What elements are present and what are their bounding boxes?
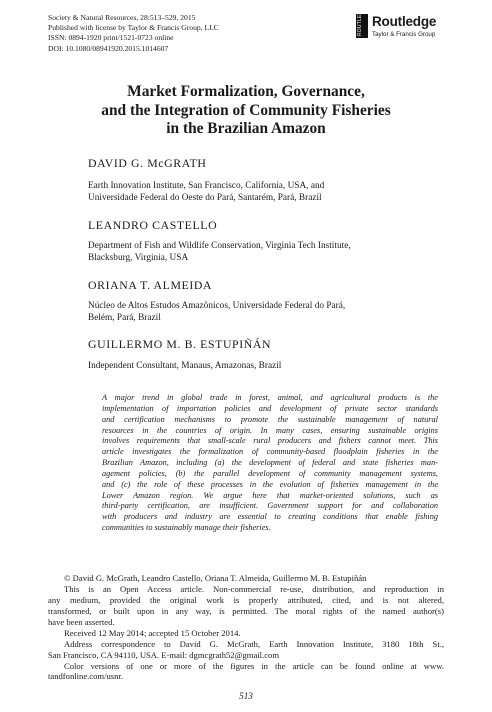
citation-header (48, 13, 328, 54)
journal-line: Society & Natural Resources, 28:513–529, 2015 (48, 13, 196, 22)
affiliation-line: Earth Innovation Institute, San Francisco, California, USA, and (88, 181, 325, 191)
title-line: in the Brazilian Amazon (166, 120, 326, 138)
abstract-line: agement policies, (b) the parallel development of community management systems, (102, 468, 438, 478)
abstract-line: Lower Amazon region. We argue here that market-oriented solutions, such as (102, 490, 438, 500)
author-name: GUILLERMO M. B. ESTUPIÑÁN (88, 337, 272, 351)
abstract-line: resources in the countries of origin. In many cases, ensuring sustainable origins (102, 425, 438, 435)
author-name: LEANDRO CASTELLO (88, 218, 218, 232)
address-prefix: San Francisco, CA 94110, USA. E-mail: (48, 649, 190, 660)
logo-mark-text: ROUTLEDGE (357, 3, 363, 36)
doi-line (48, 44, 328, 54)
article-footnotes (48, 573, 444, 682)
color-versions-line: Color versions of one or more of the figures in the article can be found online at www. (64, 660, 444, 671)
open-access-line: This is an Open Access article. Non-commercial re-use, distribution, and reproduction in (64, 583, 444, 594)
address-line: Address correspondence to David G. McGrath, Earth Innovation Institute, 3180 18th St., (64, 638, 444, 649)
abstract-line: A major trend in global trade in forest, animal, and agricultural products is the (102, 393, 438, 402)
publisher-logo-mark (356, 3, 368, 38)
email-link[interactable]: dgmcgrath52@gmail.com (189, 649, 280, 660)
abstract-line: third-party certification, are insufficient. Government support for and collaboration (102, 501, 438, 511)
abstract-line: communities to sustainably manage their fisheries. (102, 523, 271, 533)
copyright-line: © David G. McGrath, Leandro Castello, Oriana T. Almeida, Guillermo M. B. Estupiñán (64, 573, 367, 583)
title-line: Market Formalization, Governance, (127, 83, 365, 100)
open-access-line: transformed, or built upon in any way, is permitted. The moral rights of the named author(s) (48, 605, 444, 616)
affiliation-line: Independent Consultant, Manaus, Amazonas, Brazil (88, 361, 282, 371)
received-line: Received 12 May 2014; accepted 15 October 2014. (64, 627, 241, 638)
address-line (48, 650, 444, 661)
abstract (102, 393, 438, 534)
doi-label: DOI: (48, 43, 66, 53)
abstract-line: and certification mechanisms to promote the sustainable management of natural (102, 414, 438, 424)
abstract-line: article investigates the formalization of community-based floodplain fisheries in the (102, 447, 438, 457)
author-name: ORIANA T. ALMEIDA (88, 278, 213, 292)
author-name: DAVID G. McGRATH (88, 156, 207, 170)
title-line: and the Integration of Community Fisheries (101, 101, 391, 119)
author-affiliation (88, 180, 458, 205)
author-affiliation (88, 300, 458, 325)
abstract-line: implementation of importation policies and development of private sector standards (102, 403, 438, 413)
page-number: 513 (239, 691, 253, 701)
abstract-line: with producers and industry are essential to creating conditions that enable fishing (102, 512, 438, 522)
issn-line: ISSN: 0894-1920 print/1521-0723 online (48, 33, 174, 43)
affiliation-line: Department of Fish and Wildlife Conservation, Virginia Tech Institute, (88, 241, 351, 251)
affiliation-line: Universidade Federal do Oeste do Pará, Santarém, Pará, Brazil (88, 193, 322, 204)
color-versions-link[interactable]: tandfonline.com/usnr. (48, 671, 123, 682)
open-access-line: any medium, provided the original work is properly attributed, cited, and is not altered, (48, 594, 444, 605)
doi-link[interactable]: 10.1080/08941920.2015.1014607 (65, 43, 169, 53)
affiliation-line: Blacksburg, Virginia, USA (88, 253, 189, 264)
affiliation-line: Núcleo de Altos Estudos Amazônicos, Universidade Federal do Pará, (88, 301, 346, 311)
author-affiliation (88, 240, 458, 265)
abstract-line: Brazilian Amazon, including (a) the development of federal and state fisheries man- (102, 458, 438, 468)
article-title (40, 83, 452, 139)
license-line: Published with license by Taylor & Francis Group, LLC (48, 23, 219, 33)
publisher-name: Routledge (372, 14, 437, 29)
author-affiliation (88, 360, 458, 372)
publisher-logo (356, 3, 456, 40)
publisher-subtitle: Taylor & Francis Group (372, 31, 436, 38)
abstract-line: involves requirements that small-scale rural producers and fishers cannot meet. This (102, 436, 438, 446)
open-access-line: have been asserted. (48, 616, 115, 627)
affiliation-line: Belém, Pará, Brazil (88, 313, 161, 324)
abstract-line: and (c) the role of these processes in the evolution of fisheries management in the (102, 479, 438, 489)
